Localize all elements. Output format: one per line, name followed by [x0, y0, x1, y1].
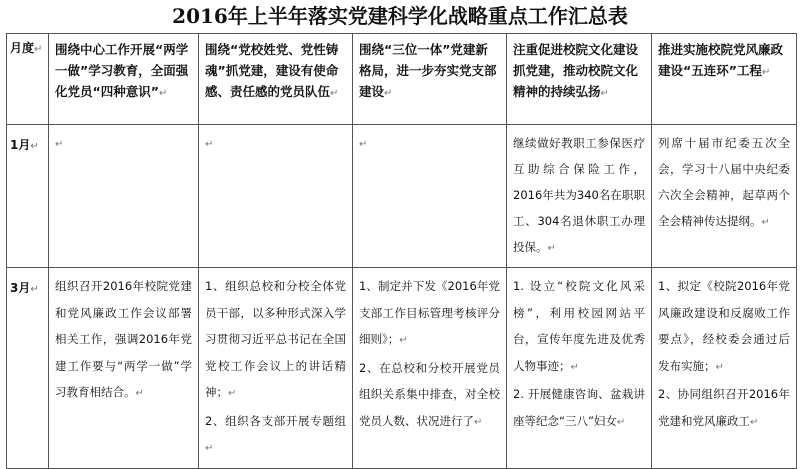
- cell-paragraph: [658, 273, 790, 381]
- header-col5: 推进实施校院党风廉政建设“五连环”工程↵: [652, 34, 797, 125]
- paragraph-mark: ↵: [715, 361, 724, 373]
- cell-paragraph: [359, 273, 500, 355]
- paragraph-text: 2. 开展健康咨询、盆栽讲座等纪念“三八”妇女: [513, 387, 645, 428]
- cell-col1: [49, 125, 199, 268]
- cell-paragraph: [513, 130, 645, 262]
- month-cell: 1月↵: [7, 125, 49, 268]
- header-col1: 围绕中心工作开展“两学一做”学习教育，全面强化党员“四种意识”↵: [49, 34, 199, 125]
- cell-col2: [199, 268, 353, 469]
- paragraph-text: 1、制定并下发《2016年党支部工作目标管理考核评分细则》；: [359, 279, 500, 346]
- table-row: [7, 268, 797, 469]
- paragraph-mark: ↵: [55, 139, 64, 150]
- paragraph-mark: ↵: [205, 139, 214, 150]
- paragraph-mark: ↵: [474, 416, 483, 428]
- cell-col5: [652, 268, 797, 469]
- cell-paragraph: [205, 273, 346, 408]
- cell-paragraph: [513, 273, 645, 381]
- header-col2: 围绕“党校姓党、党性铸魂”抓党建，建设有使命感、责任感的党员队伍↵: [199, 34, 353, 125]
- cell-col4: [507, 268, 652, 469]
- paragraph-text: 2、在总校和分校开展党员组织关系集中排查，对全校党员人数、状况进行了: [359, 360, 500, 428]
- cell-col1: [49, 268, 199, 469]
- cell-paragraph: [359, 355, 500, 437]
- paragraph-text: 1、拟定《校院2016年党风廉政建设和反腐败工作要点》，经校委会通过后发布实施；: [658, 279, 790, 373]
- cell-paragraph: [658, 381, 790, 436]
- cell-col2: [199, 125, 353, 268]
- cell-paragraph: [55, 273, 192, 408]
- cell-paragraph: [513, 381, 645, 436]
- cell-paragraph: [658, 130, 790, 236]
- cell-paragraph: [205, 408, 346, 463]
- paragraph-text: 2、协同组织召开2016年党建和党风廉政工: [658, 387, 790, 428]
- month-cell: 3月↵: [7, 268, 49, 469]
- header-month: 月度↵: [7, 34, 49, 125]
- paragraph-mark: ↵: [399, 335, 408, 346]
- paragraph-text: 2、组织各支部开展专题组: [205, 413, 346, 428]
- header-col3: 围绕“三位一体”党建新格局，进一步夯实党支部建设↵: [353, 34, 507, 125]
- paragraph-mark: ↵: [547, 243, 556, 254]
- paragraph-text: 1、组织总校和分校全体党员干部，以多种形式深入学习贯彻习近平总书记在全国党校工作会议上的讲话精神；: [205, 279, 346, 399]
- header-col4: 注重促进校院文化建设抓党建，推动校院文化精神的持续弘扬↵: [507, 34, 652, 125]
- cell-col4: [507, 125, 652, 268]
- paragraph-text: 继续做好教职工参保医疗互助综合保险工作，2016年共为340名在职职工、304名退休职工办理投保。: [513, 136, 645, 254]
- document-title: 2016年上半年落实党建科学化战略重点工作汇总表: [172, 4, 628, 28]
- paragraph-mark: ↵: [761, 217, 770, 228]
- table-row: [7, 125, 797, 268]
- paragraph-mark: ↵: [750, 416, 759, 428]
- paragraph-mark: ↵: [205, 443, 214, 454]
- paragraph-mark: ↵: [570, 361, 579, 373]
- paragraph-text: 组织召开2016年校院党建和党风廉政工作会议部署相关工作，强调2016年党建工作要与“两学一做”学习教育相结合。: [55, 279, 192, 399]
- header-row: [7, 34, 797, 125]
- paragraph-mark: ↵: [135, 388, 144, 399]
- cell-col5: [652, 125, 797, 268]
- summary-table: [6, 33, 797, 469]
- cell-col3: [353, 268, 507, 469]
- paragraph-text: 1. 设立“校院文化风采榜”，利用校园网站平台，宣传年度先进及优秀人物事迹；: [513, 279, 645, 373]
- paragraph-text: 列席十届市纪委五次全会，学习十八届中央纪委六次全会精神，起草两个全会精神传达提纲。: [658, 136, 790, 228]
- paragraph-mark: ↵: [228, 388, 237, 399]
- paragraph-mark: ↵: [359, 139, 368, 150]
- cell-col3: [353, 125, 507, 268]
- paragraph-mark: ↵: [616, 416, 626, 428]
